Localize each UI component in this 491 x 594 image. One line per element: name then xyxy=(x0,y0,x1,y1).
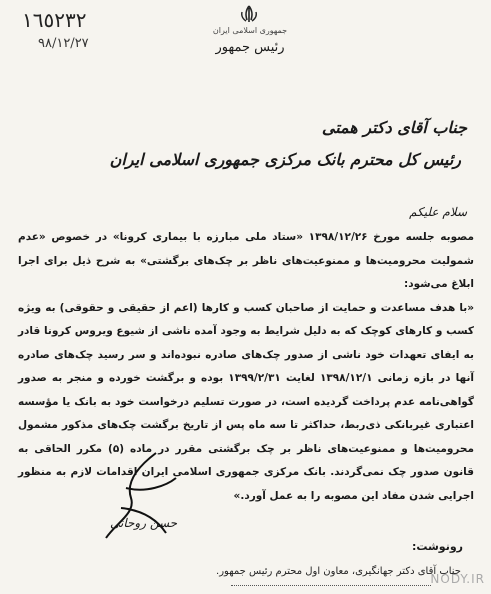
body-paragraph-intro: مصوبه جلسه مورخ ۱۳۹۸/۱۲/۲۶ «ستاد ملی مبارزه با بیماری کرونا» در خصوص «عدم شمولیت محرومیت‌ها و ممنوعیت‌های ناظر بر چک‌های برگشتی» به شرح ذیل برای اجرا ابلاغ می‌شود: xyxy=(18,231,474,290)
letter-body xyxy=(18,226,474,508)
body-paragraph-resolution: «با هدف مساعدت و حمایت از صاحبان کسب و کارها (اعم از حقیقی و حقوقی) به ویژه کسب و کارهای کوچک که به دلیل شرایط به وجود آمده ناشی از شیوع ویروس کرونا قادر به ایفای تعهدات خود ناشی از صدور چک‌های صادره نبوده‌اند و سر رسید چک‌های صادره آنها در بازه زمانی ۱۳۹۸/۱۲/۱ لغایت ۱۳۹۹/۲/۳۱ بوده و برگشت خورده و منجر به صدور گواهی‌نامه عدم پرداخت گردیده است، در صورت تسلیم درخواست خود به بانک یا مؤسسه اعتباری غیربانکی ذی‌ربط، حداکثر تا سه ماه پس از تاریخ برگشت چک‌های مذکور مشمول محرومیت‌ها و ممنوعیت‌های ناظر بر چک برگشتی مقرر در ماده (۵) مکرر الحاقی به قانون صدور چک نمی‌گردند. بانک مرکزی جمهوری اسلامی ایران اقدامات لازم به منظور اجرایی شدن مفاد این مصوبه را به عمل آورد.» xyxy=(18,301,475,502)
signature-image xyxy=(96,448,186,558)
iran-emblem-icon xyxy=(236,4,262,24)
cc-divider xyxy=(231,585,431,592)
salutation: سلام علیکم xyxy=(409,205,467,219)
signatory-name: حسن روحانی xyxy=(110,516,178,530)
cc-recipient: جناب آقای دکتر جهانگیری، معاون اول محترم رئیس جمهور. xyxy=(216,566,461,577)
letter-number: ١٦٥٢٣٢ xyxy=(22,8,87,32)
addressee-name: جناب آقای دکتر همتی xyxy=(321,118,467,137)
watermark: NODY.IR xyxy=(430,572,485,586)
cc-title: رونوشت: xyxy=(411,540,463,553)
office-label: رئیس جمهور xyxy=(215,40,285,55)
addressee-title: رئیس کل محترم بانک مرکزی جمهوری اسلامی ایران xyxy=(109,150,461,169)
republic-label: جمهوری اسلامی ایران xyxy=(212,26,288,35)
letter-date: ٩٨/١٢/٢٧ xyxy=(38,36,89,51)
